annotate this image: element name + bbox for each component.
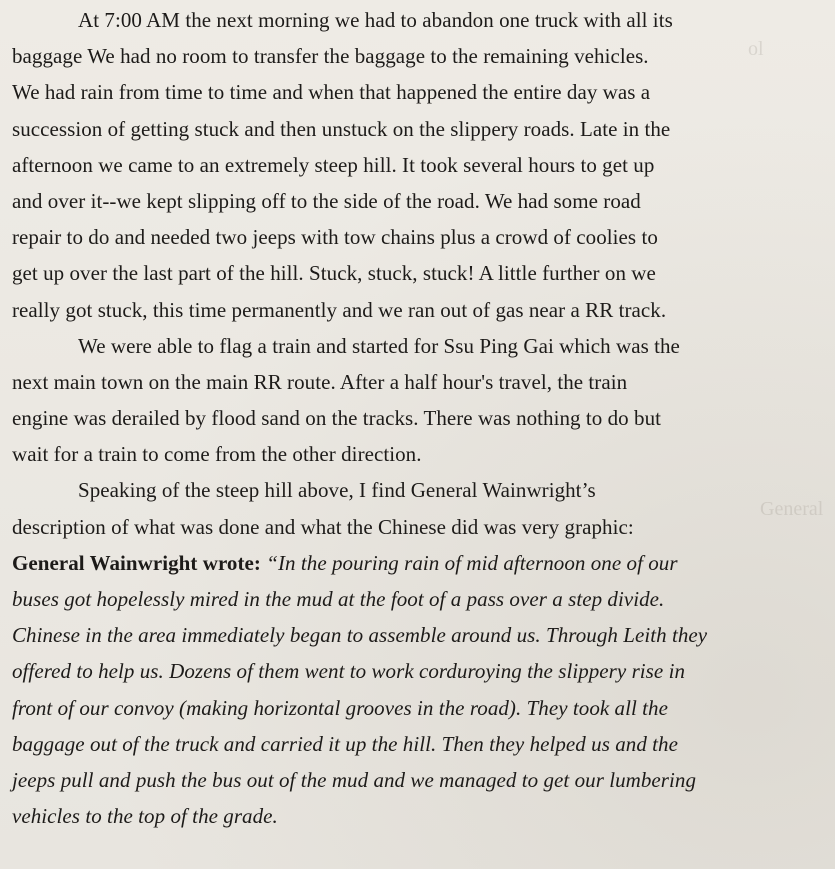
text-line: get up over the last part of the hill. Stuck, stuck, stuck! A little further on we <box>12 261 656 286</box>
quote-line: buses got hopelessly mired in the mud at the foot of a pass over a step divide. <box>12 587 665 611</box>
text-line: baggage We had no room to transfer the baggage to the remaining vehicles. <box>12 44 649 69</box>
text-line: really got stuck, this time permanently and we ran out of gas near a RR track. <box>12 297 667 322</box>
text-line: Speaking of the steep hill above, I find General Wainwright’s <box>78 478 596 503</box>
quote-line: front of our convoy (making horizontal grooves in the road). They took all the <box>12 695 668 720</box>
quote-first-line <box>12 545 827 581</box>
quote-attribution: General Wainwright wrote <box>12 550 254 575</box>
quote-line: vehicles to the top of the grade. <box>12 804 278 829</box>
show-through-text: General <box>760 498 824 520</box>
show-through-text: ol <box>748 38 764 60</box>
paragraph-1 <box>12 2 827 328</box>
text-line: We had rain from time to time and when that happened the entire day was a <box>12 80 651 105</box>
quote-line: baggage out of the truck and carried it up the hill. Then they helped us and the <box>12 731 678 756</box>
text-line: and over it--we kept slipping off to the side of the road. We had some road <box>12 188 641 213</box>
quote-line: offered to help us. Dozens of them went to work corduroying the slippery rise in <box>12 659 686 684</box>
text-line: We were able to flag a train and started for Ssu Ping Gai which was the <box>78 333 680 358</box>
text-line: wait for a train to come from the other direction. <box>12 442 422 467</box>
text-line: description of what was done and what the Chinese did was very graphic: <box>12 514 634 539</box>
text-line: repair to do and needed two jeeps with tow chains plus a crowd of coolies to <box>12 225 658 250</box>
text-line: afternoon we came to an extremely steep hill. It took several hours to get up <box>12 152 655 177</box>
quote-block <box>12 545 827 835</box>
text-line: succession of getting stuck and then unstuck on the slippery roads. Late in the <box>12 116 671 141</box>
text-line: engine was derailed by flood sand on the tracks. There was nothing to do but <box>12 406 662 431</box>
quote-line: Chinese in the area immediately began to assemble around us. Through Leith they <box>12 623 708 648</box>
paragraph-2 <box>12 328 827 473</box>
quote-text: “In the pouring rain of mid afternoon one of our <box>266 550 678 575</box>
text-line: next main town on the main RR route. After a half hour's travel, the train <box>12 369 628 394</box>
attribution-colon: : <box>253 550 261 575</box>
document-page <box>12 2 827 834</box>
quote-line: jeeps pull and push the bus out of the mud and we managed to get our lumbering <box>12 767 697 792</box>
text-line: At 7:00 AM the next morning we had to abandon one truck with all its <box>78 8 673 32</box>
paragraph-3 <box>12 472 827 544</box>
